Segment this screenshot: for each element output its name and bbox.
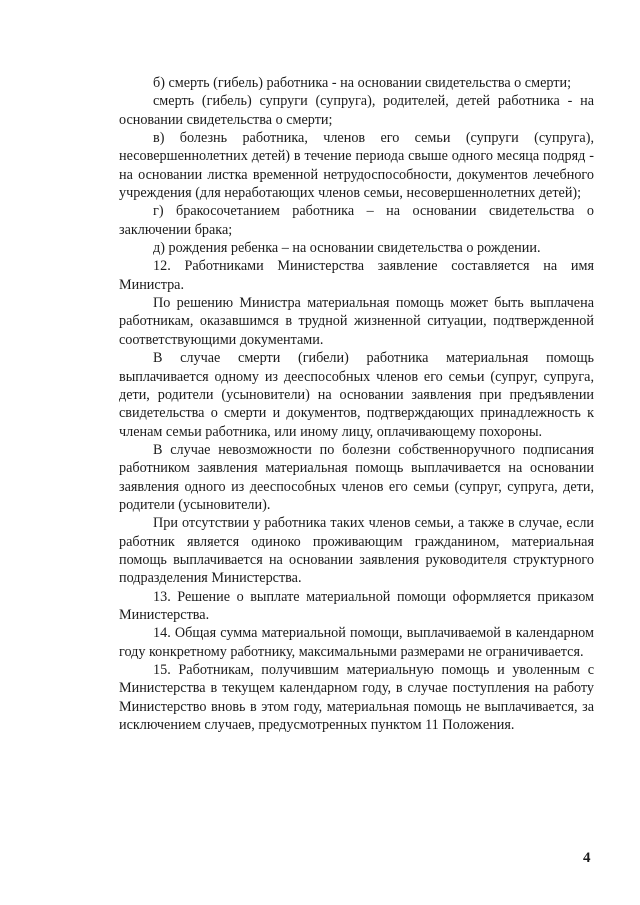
paragraph-payment-on-death: В случае смерти (гибели) работника материальная помощь выплачивается одному из дееспособных членов его семьи (супруг, супруга, дети, родители (усыновители) на основании заявления при предъявлении свидетельства о смерти и документов, подтверждающих принадлежность к членам семьи работника, или иному лицу, оплачивающему похороны. bbox=[119, 350, 594, 440]
paragraph-birth-of-child: д) рождения ребенка – на основании свидетельства о рождении. bbox=[153, 240, 541, 257]
paragraph-clause-12: 12. Работниками Министерства заявление составляется на имя Министра. bbox=[119, 258, 594, 293]
paragraph-death-of-relatives: смерть (гибель) супруги (супруга), родителей, детей работника - на основании свидетельства о смерти; bbox=[119, 93, 594, 128]
paragraph-death-of-employee: б) смерть (гибель) работника - на основании свидетельства о смерти; bbox=[153, 75, 572, 91]
paragraph-marriage: г) бракосочетанием работника – на основании свидетельства о заключении брака; bbox=[119, 203, 594, 238]
document-body bbox=[119, 74, 594, 734]
paragraph-clause-14: 14. Общая сумма материальной помощи, выплачиваемой в календарном году конкретному работнику, максимальными размерами не ограничивается. bbox=[119, 625, 594, 660]
paragraph-payment-on-illness: В случае невозможности по болезни собственноручного подписания работником заявления материальная помощь выплачивается на основании заявления одного из дееспособных членов его семьи (супруг, супруга, дети, родители (усыновители). bbox=[119, 441, 594, 513]
paragraph-clause-15: 15. Работникам, получившим материальную помощь и уволенным с Министерства в текущем календарном году, в случае поступления на работу Министерство вновь в этом году, материальная помощь не выплачивается, за исключением случаев, предусмотренных пунктом 11 Положения. bbox=[119, 662, 594, 734]
paragraph-ministers-decision: По решению Министра материальная помощь может быть выплачена работникам, оказавшимся в трудной жизненной ситуации, подтвержденной соответствующими документами. bbox=[119, 295, 594, 348]
page-number: 4 bbox=[583, 850, 591, 866]
paragraph-illness: в) болезнь работника, членов его семьи (супруги (супруга), несовершеннолетних детей) в течение периода свыше одного месяца подряд - на основании листка временной нетрудоспособности, документов лечебного учреждения (для неработающих членов семьи, несовершеннолетних детей); bbox=[119, 130, 594, 202]
paragraph-clause-13: 13. Решение о выплате материальной помощи оформляется приказом Министерства. bbox=[119, 588, 594, 623]
paragraph-no-family-members: При отсутствии у работника таких членов семьи, а также в случае, если работник является одиноко проживающим гражданином, материальная помощь выплачивается на основании заявления руководителя структурного подразделения Министерства. bbox=[119, 515, 594, 587]
